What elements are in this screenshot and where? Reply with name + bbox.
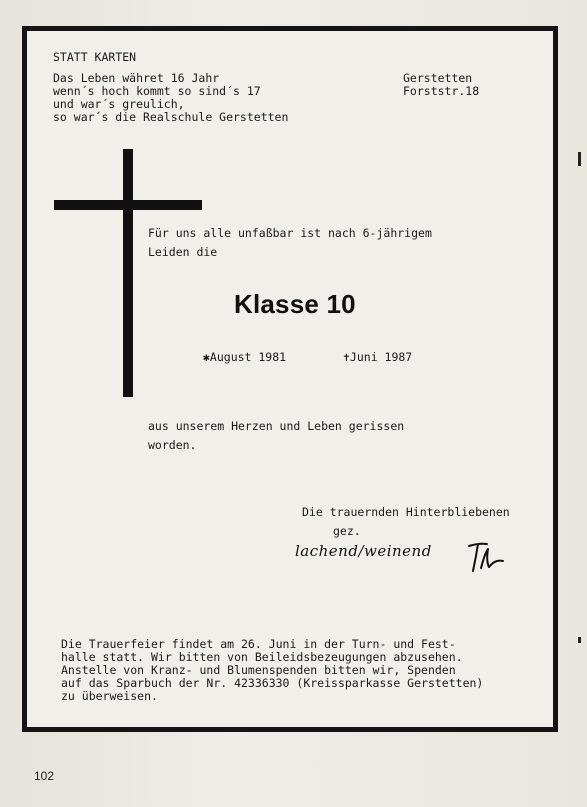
- intro-line: Leiden die: [148, 245, 218, 259]
- poem-line: wenn´s hoch kommt so sind´s 17: [53, 84, 261, 98]
- signed-gez: gez.: [333, 524, 361, 538]
- poem: [53, 72, 288, 124]
- cross-vertical-bar: [123, 149, 133, 397]
- binding-mark: [578, 637, 581, 643]
- outro-line: aus unserem Herzen und Leben gerissen: [148, 419, 405, 433]
- handwritten-initials-signature: [465, 537, 511, 577]
- address-street: Forststr.18: [403, 84, 480, 98]
- death-date: ✝Juni 1987: [343, 350, 413, 364]
- mourners-line: Die trauernden Hinterbliebenen: [302, 505, 510, 519]
- page-number: 102: [34, 769, 55, 783]
- birth-date: ✱August 1981: [203, 350, 287, 364]
- header-statt-karten: STATT KARTEN: [53, 50, 137, 64]
- outro-text: [148, 417, 404, 455]
- intro-text: [148, 224, 432, 262]
- footer-line: auf das Sparbuch der Nr. 42336330 (Kreissparkasse Gerstetten): [61, 676, 484, 690]
- address-city: Gerstetten: [403, 71, 473, 85]
- poem-line: so war´s die Realschule Gerstetten: [53, 110, 289, 124]
- footer-line: halle statt. Wir bitten von Beileidsbezeugungen abzusehen.: [61, 650, 463, 664]
- poem-line: Das Leben währet 16 Jahr: [53, 71, 220, 85]
- poem-line: und war´s greulich,: [53, 97, 185, 111]
- binding-mark: [578, 152, 581, 166]
- footer-text: [61, 638, 483, 703]
- handwritten-signature-text: lachend/weinend: [295, 542, 432, 560]
- footer-line: Anstelle von Kranz- und Blumenspenden bitten wir, Spenden: [61, 663, 456, 677]
- cross-horizontal-bar: [54, 200, 202, 210]
- obituary-frame: [22, 26, 558, 732]
- deceased-name: Klasse 10: [234, 289, 356, 319]
- outro-line: worden.: [148, 438, 197, 452]
- intro-line: Für uns alle unfaßbar ist nach 6-jährigem: [148, 226, 432, 240]
- footer-line: Die Trauerfeier findet am 26. Juni in der Turn- und Fest-: [61, 637, 456, 651]
- address: [403, 72, 479, 98]
- footer-line: zu überweisen.: [61, 689, 158, 703]
